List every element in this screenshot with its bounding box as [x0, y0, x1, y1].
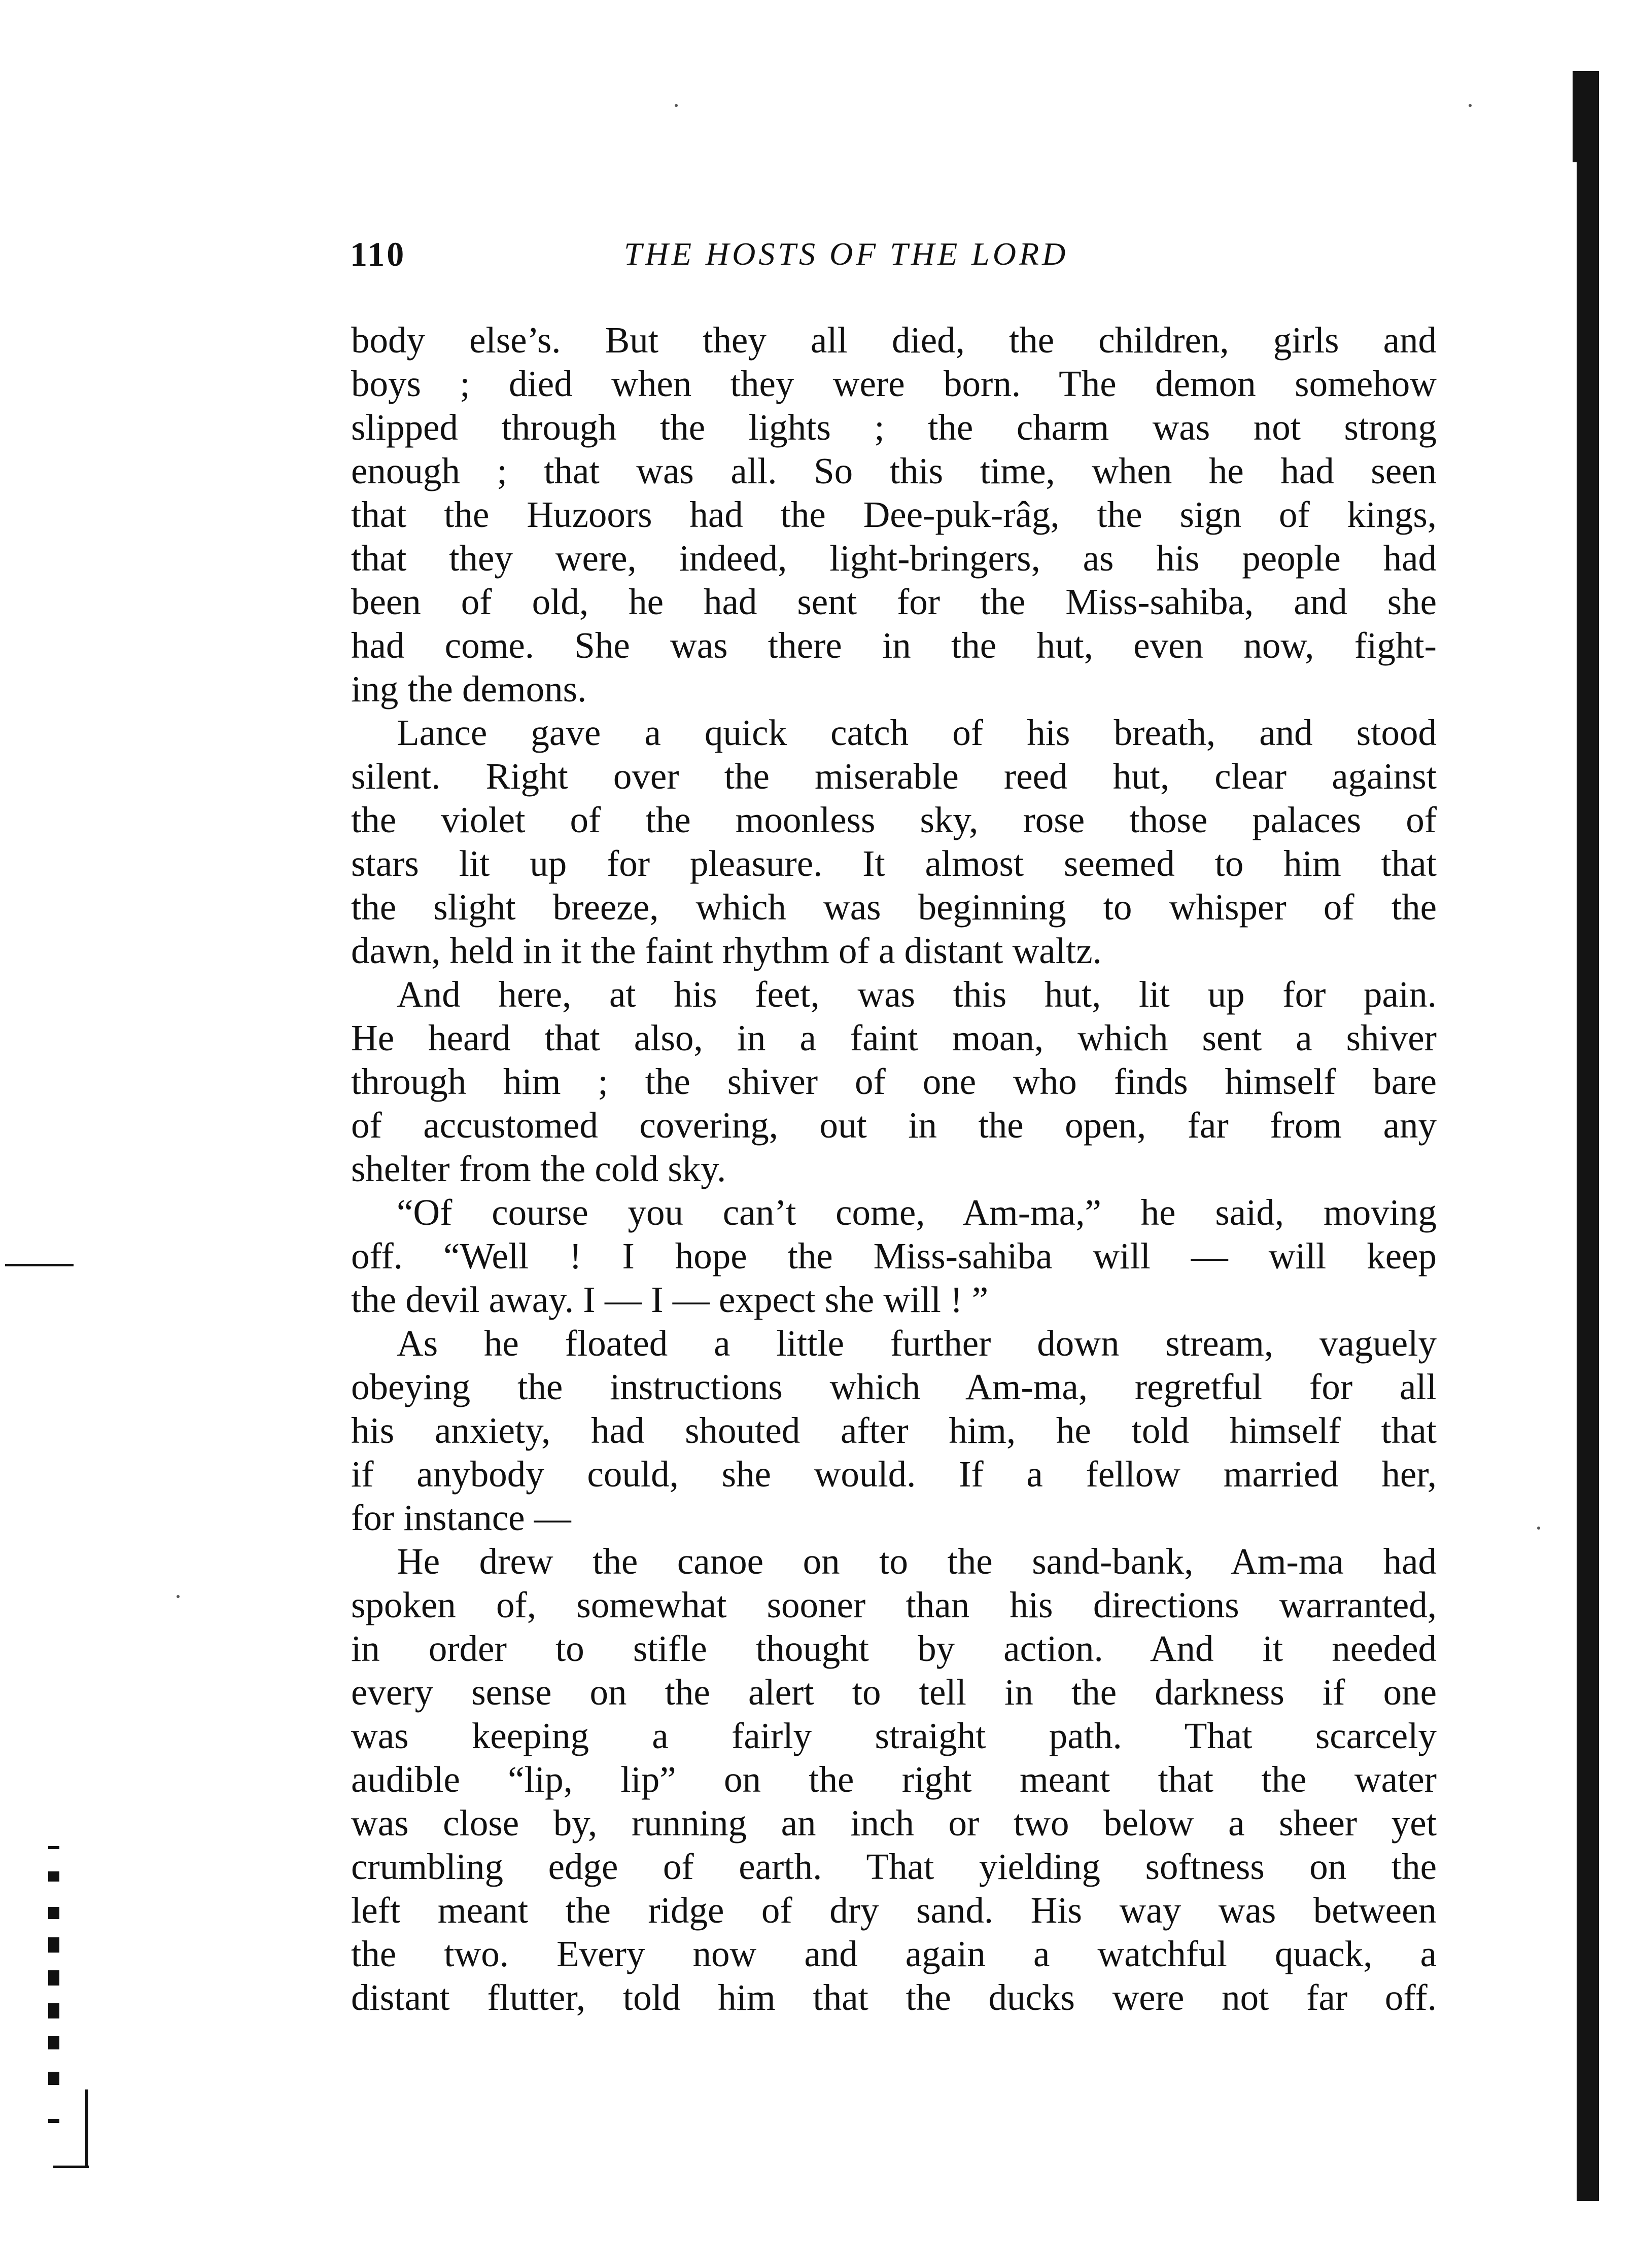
text-line: for instance — [351, 1497, 571, 1538]
text-line: enough ; that was all. So this time, when he had seen [351, 450, 1437, 491]
text-line: And here, at his feet, was this hut, lit up for pain. [397, 974, 1437, 1015]
text-line: body else’s. But they all died, the children, girls and [351, 320, 1437, 361]
text-line: through him ; the shiver of one who finds himself bare [351, 1061, 1437, 1102]
scan-mark [48, 2072, 59, 2085]
text-line: stars lit up for pleasure. It almost seemed to him that [351, 843, 1437, 884]
text-line: the two. Every now and again a watchful quack, a [351, 1933, 1437, 1974]
text-line: slipped through the lights ; the charm was not strong [351, 407, 1437, 448]
binding-edge-shadow [1577, 71, 1599, 2201]
scan-mark [48, 1846, 59, 1849]
text-line: the violet of the moonless sky, rose those palaces of [351, 799, 1437, 840]
text-line: in order to stifle thought by action. And it needed [351, 1628, 1437, 1669]
text-line: his anxiety, had shouted after him, he told himself that [351, 1410, 1437, 1451]
scan-speck [177, 1595, 180, 1598]
text-line: that they were, indeed, light-bringers, as his people had [351, 538, 1437, 579]
text-line: shelter from the cold sky. [351, 1148, 726, 1189]
scan-mark [48, 1970, 59, 1986]
scan-mark [5, 1264, 74, 1266]
text-line: spoken of, somewhat sooner than his directions warranted, [351, 1584, 1437, 1625]
scan-mark [48, 1871, 59, 1882]
text-line: the slight breeze, which was beginning to whisper of the [351, 887, 1437, 928]
text-line: ing the demons. [351, 668, 587, 710]
text-line: audible “lip, lip” on the right meant that the water [351, 1759, 1437, 1800]
text-line: been of old, he had sent for the Miss-sahiba, and she [351, 581, 1437, 622]
text-line: every sense on the alert to tell in the darkness if one [351, 1672, 1437, 1713]
text-line: Lance gave a quick catch of his breath, and stood [397, 712, 1437, 753]
text-line: that the Huzoors had the Dee-puk-râg, the sign of kings, [351, 494, 1437, 535]
text-line: crumbling edge of earth. That yielding softness on the [351, 1846, 1437, 1887]
scan-mark [48, 2119, 59, 2123]
text-line: boys ; died when they were born. The demon somehow [351, 363, 1437, 404]
running-title: THE HOSTS OF THE LORD [624, 236, 1069, 272]
text-line: distant flutter, told him that the ducks were not far off. [351, 1977, 1437, 2018]
body-text [351, 318, 1437, 2019]
page-number: 110 [350, 235, 406, 273]
scan-mark [53, 2166, 89, 2168]
text-line: dawn, held in it the faint rhythm of a distant waltz. [351, 930, 1102, 971]
text-line: He heard that also, in a faint moan, which sent a shiver [351, 1017, 1437, 1058]
text-line: As he floated a little further down stream, vaguely [397, 1323, 1437, 1364]
page-header [350, 234, 1441, 280]
text-line: silent. Right over the miserable reed hut, clear against [351, 756, 1437, 797]
text-line: “Of course you can’t come, Am-ma,” he said, moving [397, 1192, 1437, 1233]
scan-mark [48, 1937, 59, 1953]
scan-speck [1469, 104, 1472, 107]
text-line: He drew the canoe on to the sand-bank, Am-ma had [397, 1541, 1437, 1582]
text-line: off. “Well ! I hope the Miss-sahiba will — will keep [351, 1235, 1437, 1277]
text-line: was close by, running an inch or two below a sheer yet [351, 1802, 1437, 1844]
text-line: was keeping a fairly straight path. That scarcely [351, 1715, 1437, 1756]
text-line: if anybody could, she would. If a fellow married her, [351, 1454, 1437, 1495]
text-line: of accustomed covering, out in the open, far from any [351, 1105, 1437, 1146]
scan-mark [48, 2003, 59, 2018]
text-line: obeying the instructions which Am-ma, regretful for all [351, 1366, 1437, 1407]
scan-mark [85, 2089, 88, 2166]
scan-mark [48, 2036, 59, 2049]
scan-speck [1537, 1527, 1540, 1530]
text-line: had come. She was there in the hut, even now, fight- [351, 625, 1437, 666]
scan-speck [675, 104, 678, 107]
scan-mark [48, 1907, 59, 1919]
text-line: the devil away. I — I — expect she will ! ” [351, 1279, 989, 1320]
text-line: left meant the ridge of dry sand. His way was between [351, 1890, 1437, 1931]
